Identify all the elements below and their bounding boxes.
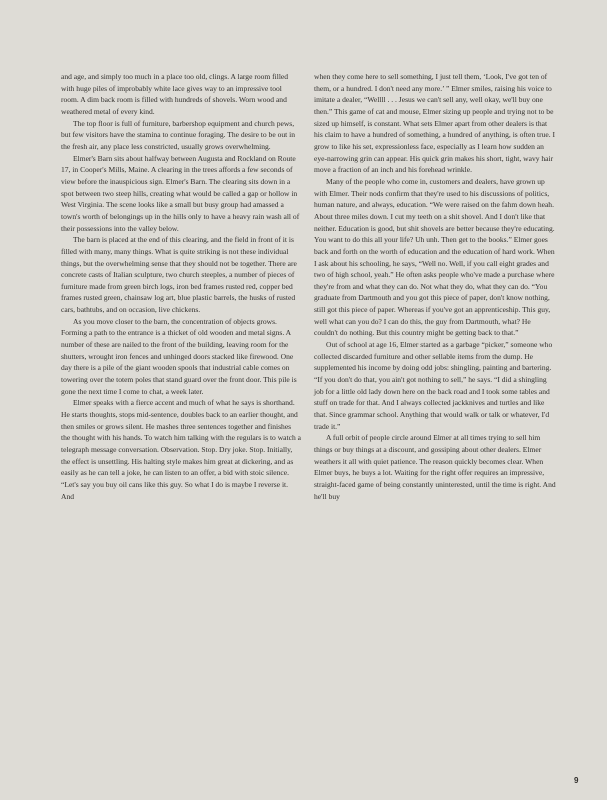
paragraph: As you move closer to the barn, the concentration of objects grows. Forming a path to the entrance is a thicket of old wooden and metal signs. A number of these are nailed to the front of the building, leaving room for the shutters, wrought iron fences and unhinged doors stacked like firewood. One day there is a pile of the giant wooden spools that industrial cable comes on towering over the totem poles that stand guard over the front door. This pile is gone the next time I come to chat, a week later.: [61, 316, 297, 396]
paragraph: A full orbit of people circle around Elmer at all times trying to sell him things or buy things at a discount, and gossiping about other dealers. Elmer weathers it all with quiet patience. The reason quickly becomes clear. When Elmer buys, he buys a lot. Waiting for the right offer requires an impressive, straight-faced game of being constantly uninterested, until the time is right. And he'll buy: [314, 433, 556, 501]
left-column: [61, 71, 301, 502]
paragraph: when they come here to sell something, I just tell them, ‘Look, I've got ten of them, or a hundred. I don't need any more.’ ” Elmer smiles, raising his voice to imitate a dealer, “Wellll . . . Jesus we can't sell any, well okay, we'll buy one then.” This game of cat and mouse, Elmer sizing up people and trying not to be sized up himself, is constant. What sets Elmer apart from other dealers is that his claim to have a hundred of something, a hundred of anything, is often true. I grow to like his set, expressionless face, especially as I learn how sudden an eye-narrowing grin can appear. His quick grin makes his short, tight, wavy hair move a fraction of an inch and his forehead wrinkle.: [314, 72, 556, 175]
paragraph: Elmer speaks with a fierce accent and much of what he says is shorthand. He starts thoughts, stops mid-sentence, doubles back to an earlier thought, and then smiles or grows silent. He mashes three sentences together and finishes the thought with his hands. To watch him talking with the regulars is to watch a telegraph message conversation. Observation. Stop. Dry joke. Stop. Initially, the effect is unsettling. His halting style makes him great at dickering, and as easily as he can tell a joke, he can listen to an offer, a bid with stoic silence. “Let's say you buy oil cans like this guy. So what I do is maybe I reverse it. And: [61, 398, 301, 501]
right-column: [314, 71, 556, 502]
paragraph: The barn is placed at the end of this clearing, and the field in front of it is filled with many, many things. What is quite striking is not these individual things, but the overwhelming sense that they should not be together. There are concrete casts of Italian sculpture, two church steeples, a number of pieces of furniture made from green birch logs, iron bed frames rusted red, copper bed frames rusted green, chainsaw log art, blue plastic barrels, the husks of rusted cars, bathtubs, and on occasion, live chickens.: [61, 235, 297, 315]
paragraph: The top floor is full of furniture, barbershop equipment and church pews, but few visitors have the stamina to continue foraging. The desire to be out in the fresh air, any place less constricted, usually grows overwhelming.: [61, 118, 295, 151]
paragraph: Elmer's Barn sits about halfway between Augusta and Rockland on Route 17, in Cooper's Mills, Maine. A clearing in the trees affords a few seconds of view before the inauspicious sign. Elmer's Barn. The clearing sits down in a spot between two steep hills, creating what would be called a gap or hollow in West Virginia. The scene looks like a small but busy group had amassed a town's worth of belongings up in the hills only to have a heavy rain wash all of their possessions into the valley below.: [61, 153, 300, 233]
page-number: 9: [574, 776, 579, 785]
paragraph: Out of school at age 16, Elmer started as a garbage “picker,” someone who collected discarded furniture and other sellable items from the dump. He supplemented his income by doing odd jobs: shingling, painting and bartering. “If you don't do that, you ain't got nothing to sell,” he says. “I did a shingling job for a little old lady down here on the back road and I took some tables and stuff on trade for that. And I always collected jackknives and turtles and like that. Since grammar school. Anything that would walk or talk or whatever, I'd trade it.”: [314, 340, 553, 431]
paragraph: and age, and simply too much in a place too old, clings. A large room filled with huge piles of improbably white lace gives way to an impressive tool room. A dim back room is filled with hundreds of shovels. Worn wood and weathered metal of every kind.: [61, 72, 289, 116]
paragraph: Many of the people who come in, customers and dealers, have grown up with Elmer. Their nods confirm that they're used to his discussions of politics, human nature, and always, education. “We were raised on the fahm down heah. About three miles down. I cut my teeth on a shit shovel. And I don't like that neither. Education is good, but shit shovels are better because they're educating. You want to do this all your life? Uh unh. Then get to the books.” Elmer goes back and forth on the worth of education and the education of hard work. When I ask about his schooling, he says, “Well no. Well, if you call eight grades and two of high school, yeah.” He often asks people who've made a purchase where they're from and what they can do. Not what they do, what they can do. “You graduate from Dartmouth and you got this piece of paper, don't know nothing, still got this piece of paper. Whereas if you've got an apprenticeship. This guy, well what can you do? I can do this, the guy from Dartmouth, what? He couldn't do nothing. But this country might be getting back to that.”: [314, 176, 555, 338]
